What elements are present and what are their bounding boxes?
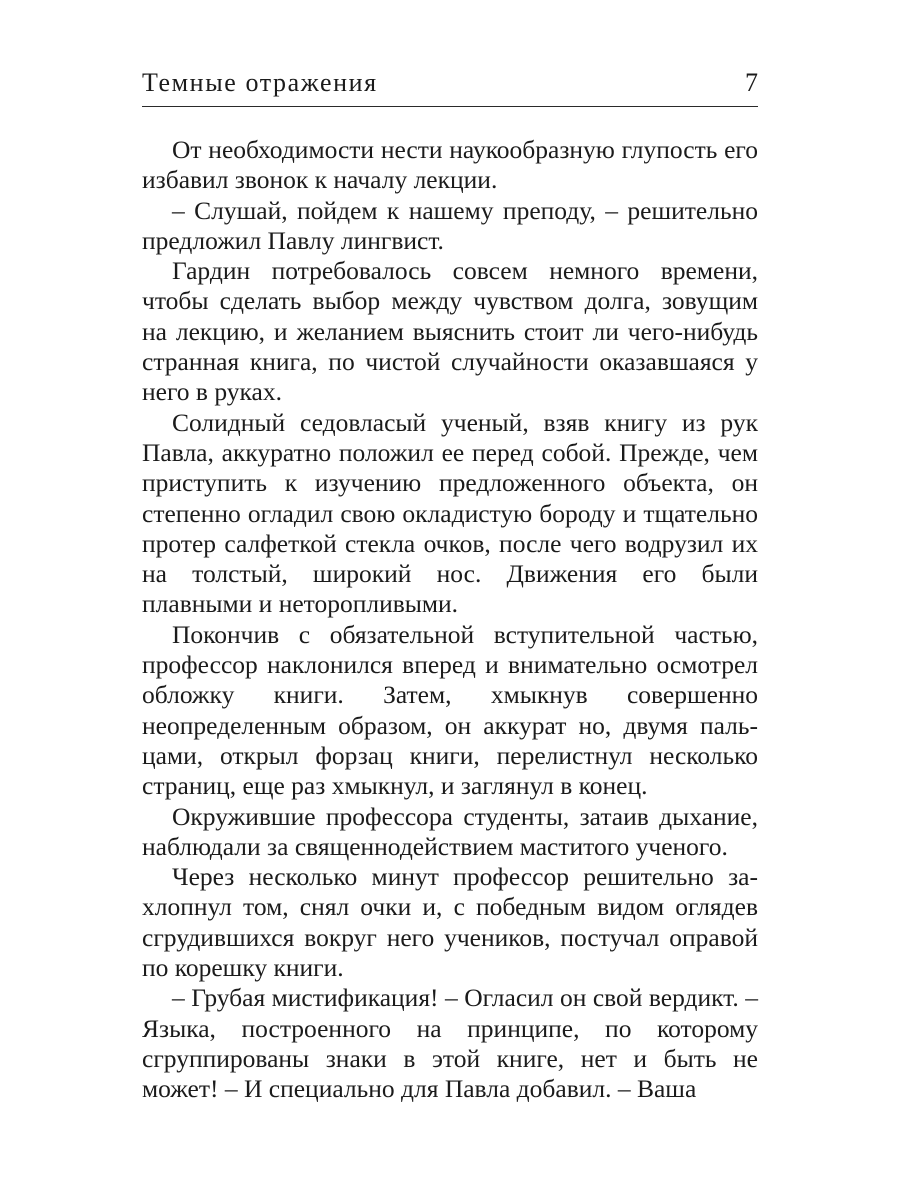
paragraph: Через несколько минут профессор решительно захлопнул том, снял очки и, с победным видом оглядев сгрудившихся вокруг него учеников, постучал оправой по корешку книги. bbox=[142, 862, 758, 983]
running-title: Темные отражения bbox=[142, 68, 378, 97]
paragraph: Окружившие профессора студенты, затаив дыхание, наблюдали за священнодействием маститого ученого. bbox=[142, 801, 758, 861]
paragraph: – Грубая мистификация! – Огласил он свой вердикт. – Языка, построенного на принципе, по которому сгруппированы знаки в этой книге, нет и быть не может! – И специально для Павла добавил. – Ваша bbox=[142, 983, 758, 1104]
paragraph: Гардин потребовалось совсем немного времени, чтобы сделать выбор между чувством долга, зовущим на лекцию, и желанием выяснить стоит ли чего-нибудь странная книга, по чистой случайности оказавшаяся у него в руках. bbox=[142, 256, 758, 407]
paragraph: От необходимости нести наукообразную глупость его избавил звонок к началу лекции. bbox=[142, 135, 758, 195]
body-text bbox=[142, 135, 758, 1105]
running-head bbox=[142, 66, 758, 107]
paragraph: Солидный седовласый ученый, взяв книгу из рук Павла, аккуратно положил ее перед собой. Прежде, чем приступить к изучению предложенного объекта, он степенно огладил свою окладистую бороду и тщательно протер салфеткой стекла очков, после чего водрузил их на толстый, широкий нос. Движения его были плавными и неторопливыми. bbox=[142, 407, 758, 619]
page-number: 7 bbox=[745, 68, 758, 97]
paragraph: – Слушай, пойдем к нашему преподу, – решительно предложил Павлу лингвист. bbox=[142, 195, 758, 255]
book-page bbox=[142, 66, 758, 1105]
paragraph: Покончив с обязательной вступительной частью, профессор наклонился вперед и внимательно осмотрел обложку книги. Затем, хмыкнув совершенно неопределенным образом, он аккурат но, двумя пальцами, открыл форзац книги, перелистнул несколько страниц, еще раз хмыкнул, и заглянул в конец. bbox=[142, 619, 758, 801]
